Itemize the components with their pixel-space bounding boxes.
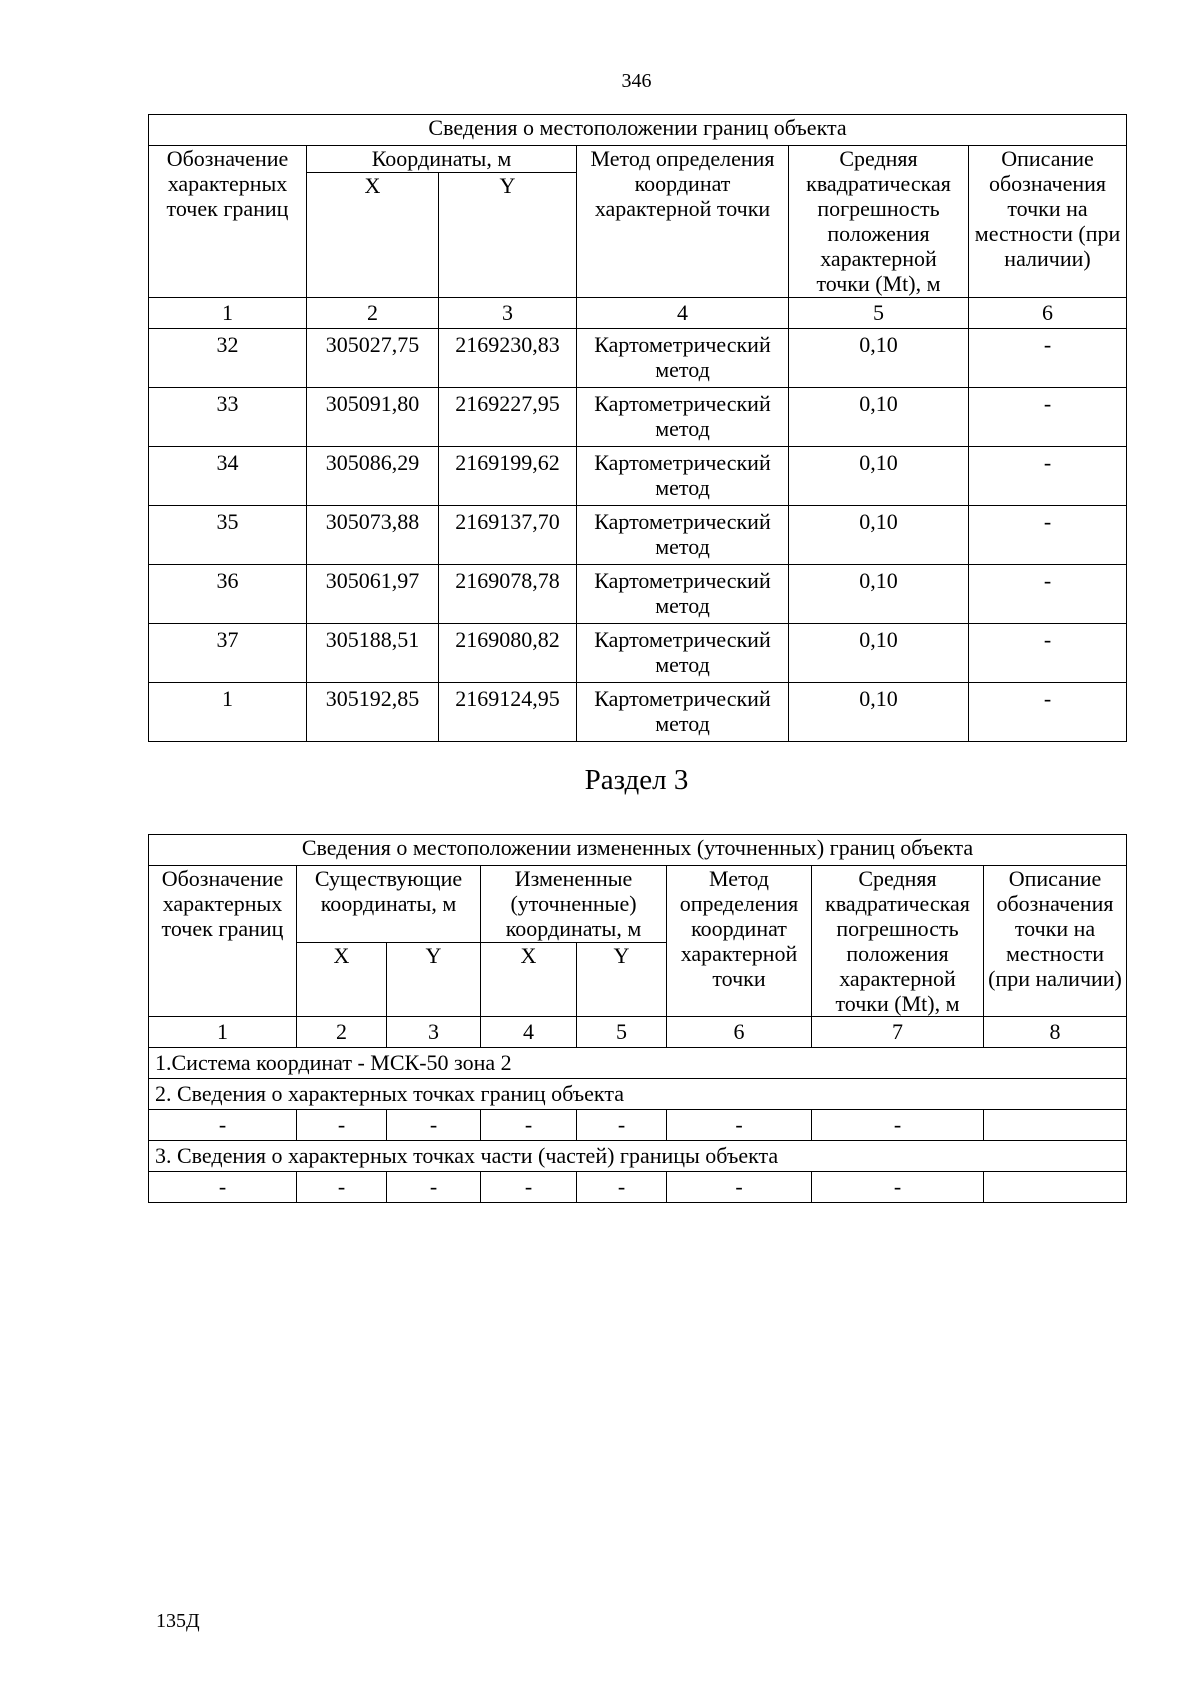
- table-cell: -: [812, 1172, 984, 1203]
- method: Картометрический метод: [577, 329, 789, 388]
- section-points-row: 2. Сведения о характерных точках границ объекта: [149, 1079, 1127, 1110]
- section-parts-row: 3. Сведения о характерных точках части (частей) границы объекта: [149, 1141, 1127, 1172]
- header-designation: Обозначение характерных точек границ: [149, 146, 307, 298]
- accuracy-value: 0,10: [789, 329, 969, 388]
- y-coordinate: 2169227,95: [439, 388, 577, 447]
- table-row: [149, 506, 1127, 565]
- table-row: [149, 1110, 1127, 1141]
- header-method: Метод определения координат характерной точки: [667, 866, 812, 1017]
- table-cell: -: [812, 1110, 984, 1141]
- column-number: 7: [812, 1017, 984, 1048]
- y-coordinate: 2169137,70: [439, 506, 577, 565]
- column-number: 8: [984, 1017, 1127, 1048]
- x-coordinate: 305091,80: [307, 388, 439, 447]
- column-number: 6: [969, 298, 1127, 329]
- table-cell: -: [577, 1172, 667, 1203]
- accuracy-value: 0,10: [789, 388, 969, 447]
- changed-boundaries-table: [148, 834, 1127, 1203]
- column-number: 4: [577, 298, 789, 329]
- header-accuracy: Средняя квадратическая погрешность положения характерной точки (Mt), м: [812, 866, 984, 1017]
- x-coordinate: 305027,75: [307, 329, 439, 388]
- boundary-location-table: [148, 114, 1127, 742]
- table-title: Сведения о местоположении границ объекта: [149, 115, 1127, 146]
- column-number: 2: [307, 298, 439, 329]
- header-changed-x: X: [481, 942, 577, 1017]
- x-coordinate: 305073,88: [307, 506, 439, 565]
- point-description: -: [969, 388, 1127, 447]
- header-existing-coordinates: Существующие координаты, м: [297, 866, 481, 943]
- table-row: [149, 388, 1127, 447]
- point-description: -: [969, 506, 1127, 565]
- accuracy-value: 0,10: [789, 447, 969, 506]
- page-number: 346: [621, 70, 652, 92]
- y-coordinate: 2169230,83: [439, 329, 577, 388]
- table-row: [149, 1172, 1127, 1203]
- column-number: 5: [789, 298, 969, 329]
- table-cell: -: [481, 1172, 577, 1203]
- method: Картометрический метод: [577, 388, 789, 447]
- method: Картометрический метод: [577, 447, 789, 506]
- point-id: 32: [149, 329, 307, 388]
- header-designation: Обозначение характерных точек границ: [149, 866, 297, 1017]
- table-cell: -: [387, 1110, 481, 1141]
- accuracy-value: 0,10: [789, 565, 969, 624]
- table-cell: -: [387, 1172, 481, 1203]
- x-coordinate: 305061,97: [307, 565, 439, 624]
- y-coordinate: 2169124,95: [439, 683, 577, 742]
- column-number: 6: [667, 1017, 812, 1048]
- point-id: 33: [149, 388, 307, 447]
- table-cell: -: [297, 1110, 387, 1141]
- table-cell: [984, 1110, 1127, 1141]
- point-description: -: [969, 624, 1127, 683]
- coordinate-system-row: 1.Система координат - МСК-50 зона 2: [149, 1048, 1127, 1079]
- y-coordinate: 2169080,82: [439, 624, 577, 683]
- y-coordinate: 2169199,62: [439, 447, 577, 506]
- point-id: 36: [149, 565, 307, 624]
- column-number: 2: [297, 1017, 387, 1048]
- header-x: X: [307, 173, 439, 298]
- method: Картометрический метод: [577, 683, 789, 742]
- column-number: 3: [439, 298, 577, 329]
- table-cell: -: [667, 1172, 812, 1203]
- table-cell: -: [481, 1110, 577, 1141]
- accuracy-value: 0,10: [789, 624, 969, 683]
- point-id: 1: [149, 683, 307, 742]
- footer-code: 135Д: [156, 1610, 200, 1632]
- accuracy-value: 0,10: [789, 506, 969, 565]
- column-number: 1: [149, 1017, 297, 1048]
- header-coordinates: Координаты, м: [307, 146, 577, 173]
- method: Картометрический метод: [577, 624, 789, 683]
- table-cell: -: [667, 1110, 812, 1141]
- accuracy-value: 0,10: [789, 683, 969, 742]
- header-existing-y: Y: [387, 942, 481, 1017]
- column-number: 4: [481, 1017, 577, 1048]
- header-y: Y: [439, 173, 577, 298]
- column-number: 1: [149, 298, 307, 329]
- column-numbers-row: [149, 298, 1127, 329]
- x-coordinate: 305188,51: [307, 624, 439, 683]
- header-description: Описание обозначения точки на местности (при наличии): [984, 866, 1127, 1017]
- column-number: 3: [387, 1017, 481, 1048]
- table-row: [149, 683, 1127, 742]
- table-cell: -: [149, 1110, 297, 1141]
- point-id: 34: [149, 447, 307, 506]
- table-row: [149, 329, 1127, 388]
- point-description: -: [969, 329, 1127, 388]
- table-title: Сведения о местоположении измененных (уточненных) границ объекта: [149, 835, 1127, 866]
- table-row: [149, 565, 1127, 624]
- column-numbers-row: [149, 1017, 1127, 1048]
- table-cell: -: [149, 1172, 297, 1203]
- header-changed-coordinates: Измененные (уточненные) координаты, м: [481, 866, 667, 943]
- column-number: 5: [577, 1017, 667, 1048]
- header-existing-x: X: [297, 942, 387, 1017]
- point-description: -: [969, 683, 1127, 742]
- x-coordinate: 305086,29: [307, 447, 439, 506]
- header-changed-y: Y: [577, 942, 667, 1017]
- method: Картометрический метод: [577, 506, 789, 565]
- point-id: 37: [149, 624, 307, 683]
- header-method: Метод определения координат характерной точки: [577, 146, 789, 298]
- header-accuracy: Средняя квадратическая погрешность положения характерной точки (Mt), м: [789, 146, 969, 298]
- table-cell: [984, 1172, 1127, 1203]
- point-id: 35: [149, 506, 307, 565]
- table-cell: -: [577, 1110, 667, 1141]
- header-description: Описание обозначения точки на местности (при наличии): [969, 146, 1127, 298]
- table-row: [149, 624, 1127, 683]
- point-description: -: [969, 565, 1127, 624]
- table-row: [149, 447, 1127, 506]
- point-description: -: [969, 447, 1127, 506]
- method: Картометрический метод: [577, 565, 789, 624]
- table-cell: -: [297, 1172, 387, 1203]
- x-coordinate: 305192,85: [307, 683, 439, 742]
- section-heading: Раздел 3: [584, 764, 689, 796]
- y-coordinate: 2169078,78: [439, 565, 577, 624]
